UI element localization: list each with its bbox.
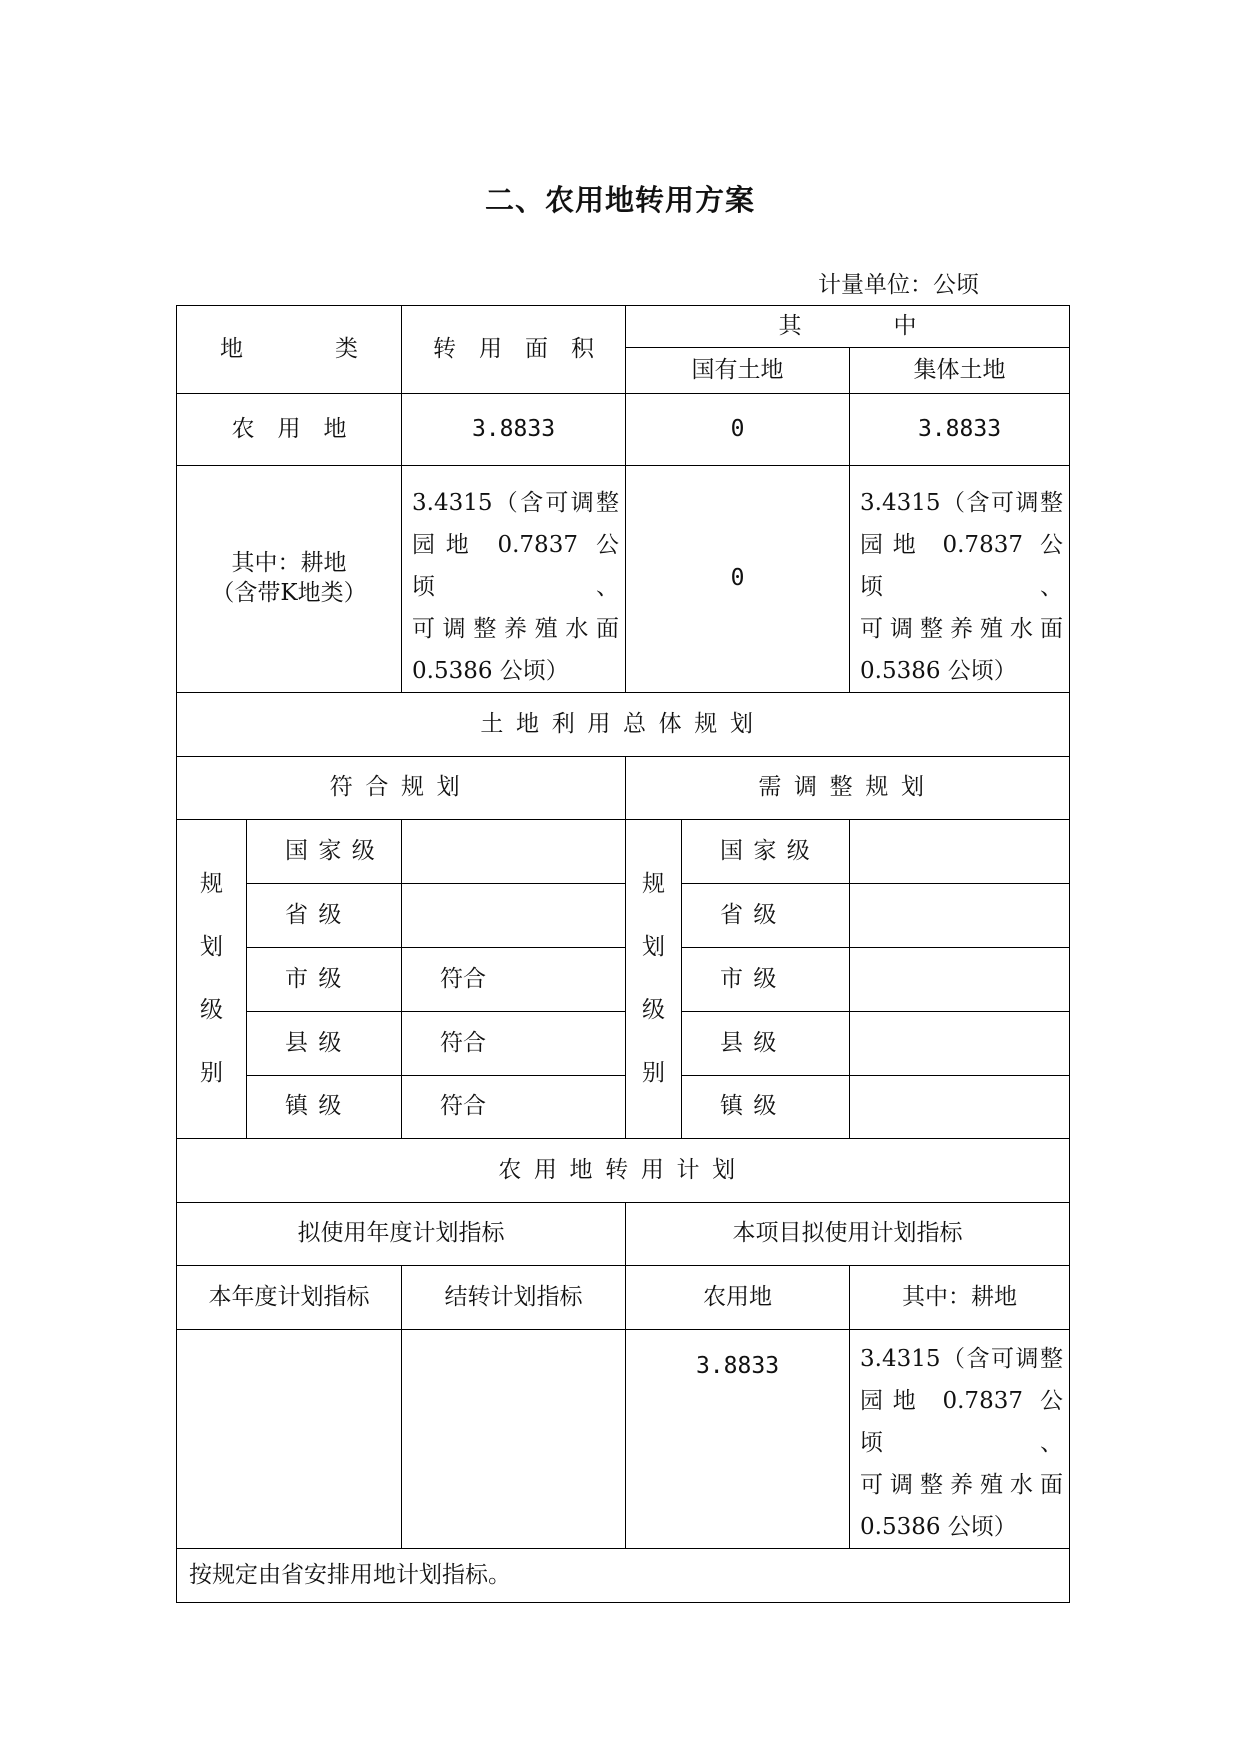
header-of-which: 其 中 — [626, 306, 1070, 348]
carried-over-header: 结转计划指标 — [402, 1266, 626, 1330]
plan-cultivated-line: 0.5386 公顷） — [860, 1514, 1017, 1540]
adjust-city — [850, 948, 1070, 1012]
adjust-level-county: 县级 — [682, 1012, 850, 1076]
annual-indicator-header: 拟使用年度计划指标 — [177, 1203, 626, 1266]
planning-section-title: 土地利用总体规划 — [177, 693, 1070, 757]
adjust-province — [850, 884, 1070, 948]
plan-cultivated-header: 其中：耕地 — [850, 1266, 1070, 1330]
cultivated-collective-line: 可调整养殖水面 — [860, 616, 1064, 642]
adjust-level-province: 省级 — [682, 884, 850, 948]
cultivated-collective-line: 3.4315（含可调整 — [860, 490, 1064, 516]
compliant-county: 符合 — [402, 1012, 626, 1076]
level-province: 省级 — [247, 884, 402, 948]
compliant-province — [402, 884, 626, 948]
cultivated-area — [402, 466, 626, 693]
adjust-level-national: 国家级 — [682, 820, 850, 884]
carried-over-value — [402, 1330, 626, 1549]
adjust-town — [850, 1076, 1070, 1139]
note: 按规定由省安排用地计划指标。 — [177, 1549, 1070, 1603]
cultivated-area-line: 园地 0.7837 公顷、 — [412, 532, 619, 600]
header-land-type: 地 类 — [177, 306, 402, 394]
cultivated-state: 0 — [626, 466, 850, 693]
farmland-collective: 3.8833 — [850, 394, 1070, 466]
cultivated-collective-line: 0.5386 公顷） — [860, 658, 1017, 684]
farmland-state: 0 — [626, 394, 850, 466]
level-label-right: 规 划 级 别 — [626, 820, 682, 1139]
level-national: 国家级 — [247, 820, 402, 884]
cultivated-collective-line: 园地 0.7837 公顷、 — [860, 532, 1064, 600]
level-town: 镇级 — [247, 1076, 402, 1139]
unit-label: 计量单位：公顷 — [818, 272, 979, 298]
conversion-plan-title: 农用地转用计划 — [177, 1139, 1070, 1203]
cultivated-collective — [850, 466, 1070, 693]
compliant-city: 符合 — [402, 948, 626, 1012]
cultivated-area-line: 0.5386 公顷） — [412, 658, 569, 684]
adjust-level-town: 镇级 — [682, 1076, 850, 1139]
header-state-land: 国有土地 — [626, 348, 850, 394]
plan-farmland-value: 3.8833 — [626, 1330, 850, 1549]
compliant-town: 符合 — [402, 1076, 626, 1139]
conversion-table — [176, 305, 1070, 1603]
cultivated-label-line1: 其中：耕地 — [231, 550, 347, 577]
farmland-label: 农 用 地 — [177, 394, 402, 466]
level-label-left: 规 划 级 别 — [177, 820, 247, 1139]
cultivated-label-line2: （含带K地类） — [211, 580, 367, 606]
cultivated-label — [177, 466, 402, 693]
plan-cultivated-value — [850, 1330, 1070, 1549]
header-converted-area: 转 用 面 积 — [402, 306, 626, 394]
adjust-county — [850, 1012, 1070, 1076]
farmland-area: 3.8833 — [402, 394, 626, 466]
adjust-national — [850, 820, 1070, 884]
adjust-header: 需调整规划 — [626, 757, 1070, 820]
cultivated-area-line: 3.4315（含可调整 — [412, 490, 619, 516]
cultivated-area-line: 可调整养殖水面 — [412, 616, 619, 642]
page-title: 二、农用地转用方案 — [484, 183, 755, 217]
compliant-national — [402, 820, 626, 884]
plan-cultivated-line: 3.4315（含可调整 — [860, 1346, 1064, 1372]
level-city: 市级 — [247, 948, 402, 1012]
level-county: 县级 — [247, 1012, 402, 1076]
adjust-level-city: 市级 — [682, 948, 850, 1012]
plan-cultivated-line: 可调整养殖水面 — [860, 1472, 1064, 1498]
compliant-header: 符合规划 — [177, 757, 626, 820]
this-year-header: 本年度计划指标 — [177, 1266, 402, 1330]
header-collective-land: 集体土地 — [850, 348, 1070, 394]
project-indicator-header: 本项目拟使用计划指标 — [626, 1203, 1070, 1266]
this-year-value — [177, 1330, 402, 1549]
plan-farmland-header: 农用地 — [626, 1266, 850, 1330]
plan-cultivated-line: 园地 0.7837 公顷、 — [860, 1388, 1064, 1456]
